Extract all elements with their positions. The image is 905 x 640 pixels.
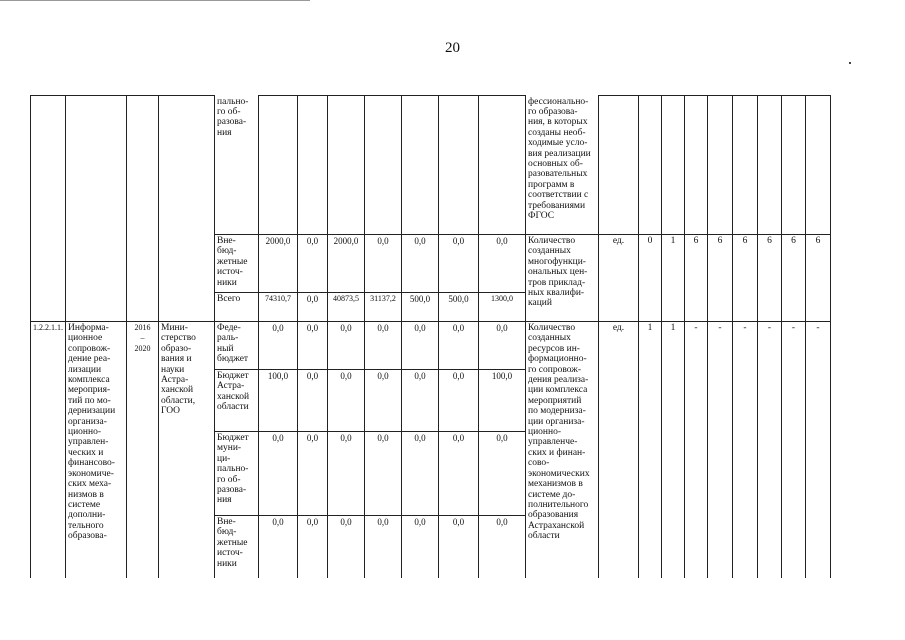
cell-value: 500,0	[402, 293, 439, 322]
cell-source: Вне- бюд- жетные источ- ники	[215, 235, 259, 293]
cell-value: 0,0	[259, 432, 298, 516]
cell-indicator-value: 0	[639, 235, 662, 322]
cell-indicator-value: 6	[685, 235, 708, 322]
cell-value: 0,0	[328, 322, 365, 370]
page-number: 20	[445, 40, 460, 56]
cell-value: 0,0	[365, 516, 402, 578]
cell-item-name: Информа- ционное сопровож- дение реа- лизации комплекса мероприя- тий по мо- дернизации организа- ционно- управлен- ческих и финансово- экономиче- ских меха- низмов в системе дополни- тельного образова-	[66, 322, 127, 578]
cell-indicator-value: 6	[733, 235, 758, 322]
cell-indicator-value: 6	[806, 235, 831, 322]
cell-value: 0,0	[365, 322, 402, 370]
cell-indicator-value: -	[782, 322, 806, 578]
cell-indicator-value: 1	[662, 322, 685, 578]
cell-value: 0,0	[365, 235, 402, 293]
cell-executor-empty	[159, 96, 215, 322]
cell-value: 0,0	[365, 432, 402, 516]
cell-value: 0,0	[298, 293, 328, 322]
cell-indicator-value: -	[733, 322, 758, 578]
cell-indicator-value: 6	[782, 235, 806, 322]
cell-value: 0,0	[298, 322, 328, 370]
cell-value: 0,0	[439, 322, 479, 370]
cell-value: 0,0	[479, 235, 526, 293]
cell-value: 0,0	[365, 370, 402, 432]
table-row	[31, 96, 831, 235]
cell-value: 100,0	[479, 370, 526, 432]
cell-value: 0,0	[298, 370, 328, 432]
cell-value: 0,0	[439, 516, 479, 578]
cell-value: 0,0	[298, 235, 328, 293]
scan-dot	[849, 62, 851, 64]
cell-indicator-value: -	[708, 322, 733, 578]
cell-value: 2000,0	[259, 235, 298, 293]
cell-indicator-tail: фессионально- го образова- ния, в которых созданы необ- ходимые усло- вия реализации основных об- разовательных программ в соответствии с требованиями ФГОС	[526, 96, 599, 235]
cell-value: 0,0	[479, 516, 526, 578]
cell-indicator-value: 6	[758, 235, 782, 322]
cell-unit: ед.	[599, 322, 639, 578]
cell-source: Вне- бюд- жетные источ- ники	[215, 516, 259, 578]
cell-item-executor: Мини- стерство образо- вания и науки Астра- ханской области, ГОО	[159, 322, 215, 578]
cell-period-empty	[127, 96, 159, 322]
cell-value: 0,0	[298, 516, 328, 578]
cell-value: 74310,7	[259, 293, 298, 322]
table-body	[31, 96, 831, 578]
cell-item-number: 1.2.2.1.1.	[31, 322, 66, 578]
cell-source-total: Всего	[215, 293, 259, 322]
cell-indicator-value: -	[806, 322, 831, 578]
program-table	[30, 95, 831, 578]
cell-value: 500,0	[439, 293, 479, 322]
cell-value: 0,0	[439, 370, 479, 432]
cell-unit: ед.	[599, 235, 639, 322]
cell-source: Бюджет муни- ци- пально- го об- разова- ния	[215, 432, 259, 516]
cell-value: 0,0	[479, 322, 526, 370]
cell-value: 0,0	[439, 432, 479, 516]
cell-source: Феде- раль- ный бюджет	[215, 322, 259, 370]
cell-value: 0,0	[328, 432, 365, 516]
top-edge-mark	[0, 0, 310, 3]
cell-value: 0,0	[328, 370, 365, 432]
cell-value: 31137,2	[365, 293, 402, 322]
cell-value: 0,0	[259, 516, 298, 578]
cell-indicator: Количество созданных многофункци- ональных цен- тров приклад- ных квалифи- каций	[526, 235, 599, 322]
cell-value: 0,0	[259, 322, 298, 370]
cell-indicator-value: -	[685, 322, 708, 578]
cell-indicator: Количество созданных ресурсов ин- формационно- го сопровож- дения реализа- ции комплекса мероприятий по модерниза- ции организа- ционно- управленче- ских и финан- сово- экономических механизмов в системе до- полнительного образования Астраханской области	[526, 322, 599, 578]
cell-value: 0,0	[439, 235, 479, 293]
cell-indicator-value: 1	[639, 322, 662, 578]
cell-source: Бюджет Астра- ханской области	[215, 370, 259, 432]
cell-value: 0,0	[402, 516, 439, 578]
cell-indicator-value: -	[758, 322, 782, 578]
cell-value: 0,0	[298, 432, 328, 516]
cell-value: 0,0	[402, 322, 439, 370]
cell-name-empty	[66, 96, 127, 322]
cell-indicator-value: 1	[662, 235, 685, 322]
cell-value: 100,0	[259, 370, 298, 432]
cell-value: 0,0	[402, 370, 439, 432]
cell-value: 1300,0	[479, 293, 526, 322]
table-row	[31, 322, 831, 370]
cell-value: 40873,5	[328, 293, 365, 322]
cell-item-period: 2016 – 2020	[127, 322, 159, 578]
cell-value: 0,0	[479, 432, 526, 516]
cell-value: 0,0	[328, 516, 365, 578]
cell-number-empty	[31, 96, 66, 322]
cell-value: 2000,0	[328, 235, 365, 293]
cell-value: 0,0	[402, 432, 439, 516]
cell-source-tail: пально- го об- разова- ния	[215, 96, 259, 235]
cell-indicator-value: 6	[708, 235, 733, 322]
cell-value: 0,0	[402, 235, 439, 293]
